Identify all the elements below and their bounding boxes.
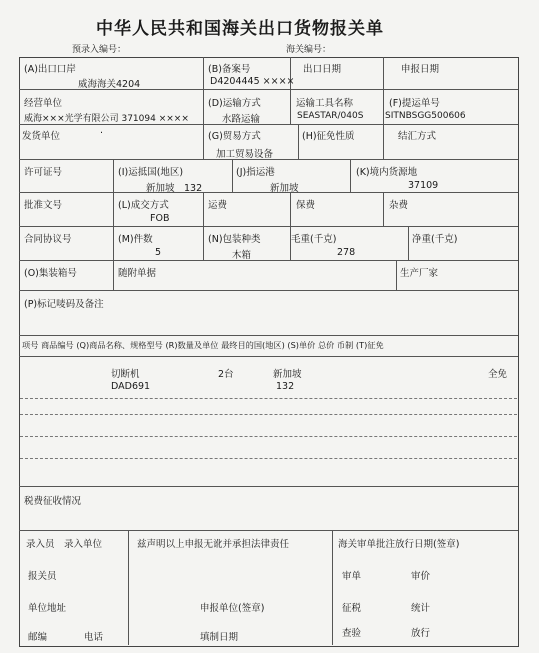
gross-weight-value: 278 bbox=[337, 247, 356, 258]
settlement-label: 结汇方式 bbox=[398, 131, 437, 142]
net-weight-label: 净重(千克) bbox=[412, 234, 458, 245]
divider bbox=[19, 226, 518, 227]
marks-label: (P)标记唛码及备注 bbox=[24, 299, 104, 310]
declaration-text: 兹声明以上申报无讹并承担法律责任 bbox=[137, 539, 290, 550]
contract-label: 合同协议号 bbox=[24, 234, 72, 245]
container-label: (O)集装箱号 bbox=[24, 268, 77, 279]
goods-dashed-line bbox=[20, 414, 517, 415]
clerk-label: 录入员 录入单位 bbox=[26, 539, 103, 550]
phone-label: 电话 bbox=[84, 632, 104, 643]
divider bbox=[19, 124, 518, 125]
divider bbox=[290, 192, 291, 226]
trade-mode-label: (G)贸易方式 bbox=[208, 131, 261, 142]
divider bbox=[298, 124, 299, 160]
goods-dashed-line bbox=[20, 398, 517, 399]
goods-header: 项号 商品编号 (Q)商品名称、规格型号 (R)数量及单位 最终目的国(地区) (S)单价 总价 币制 (T)征免 bbox=[22, 340, 384, 350]
record-no-label: (B)备案号 bbox=[208, 64, 251, 75]
misc-label: 杂费 bbox=[389, 200, 409, 211]
fill-date-label: 填制日期 bbox=[200, 632, 239, 643]
divider bbox=[19, 356, 518, 357]
pre-entry-no-label: 预录入编号： bbox=[72, 45, 127, 55]
customs-no-label: 海关编号： bbox=[286, 45, 332, 55]
goods-country-code: 132 bbox=[276, 381, 295, 392]
dest-port-value: 新加坡 bbox=[270, 183, 299, 194]
bill-no-value: SITNBSGG500606 bbox=[385, 111, 466, 121]
review-label: 审单 bbox=[342, 571, 362, 582]
trade-mode-value: 加工贸易设备 bbox=[216, 149, 274, 160]
insurance-label: 保费 bbox=[296, 200, 316, 211]
shipper-mark: · bbox=[100, 128, 104, 139]
tax-status-label: 税费征收情况 bbox=[24, 496, 82, 507]
divider bbox=[19, 335, 518, 336]
divider bbox=[203, 192, 204, 226]
address-label: 单位地址 bbox=[28, 603, 67, 614]
divider bbox=[19, 260, 518, 261]
divider bbox=[383, 124, 384, 160]
divider bbox=[113, 226, 114, 260]
goods-country: 新加坡 bbox=[273, 369, 302, 380]
approval-label: 批准文号 bbox=[24, 200, 63, 211]
divider bbox=[383, 192, 384, 226]
customs-approval-label: 海关审单批注放行日期(签章) bbox=[338, 539, 460, 550]
dest-country-label: (I)运抵国(地区) bbox=[118, 167, 184, 178]
package-label: (N)包装种类 bbox=[208, 234, 261, 245]
divider bbox=[290, 57, 291, 125]
form-title: 中华人民共和国海关出口货物报关单 bbox=[96, 19, 384, 39]
package-value: 木箱 bbox=[232, 250, 252, 261]
tax-nature-label: (H)征免性质 bbox=[302, 131, 355, 142]
export-port-value: 威海海关4204 bbox=[78, 79, 141, 90]
divider bbox=[19, 192, 518, 193]
source-value: 37109 bbox=[408, 180, 439, 191]
vehicle-name-label: 运输工具名称 bbox=[296, 98, 354, 109]
vehicle-name-value: SEASTAR/040S bbox=[297, 111, 364, 121]
goods-dashed-line bbox=[20, 458, 517, 459]
goods-dashed-line bbox=[20, 436, 517, 437]
record-no-value: D4204445 ×××× bbox=[210, 76, 295, 87]
divider bbox=[203, 226, 204, 260]
operator-value: 威海×××光学有限公司 371094 ×××× bbox=[24, 114, 189, 124]
license-label: 许可证号 bbox=[24, 167, 63, 178]
divider bbox=[332, 530, 333, 645]
dest-port-label: (J)指运港 bbox=[236, 167, 275, 178]
pieces-label: (M)件数 bbox=[118, 234, 153, 245]
declarant-label: 报关员 bbox=[28, 571, 57, 582]
divider bbox=[232, 159, 233, 193]
divider bbox=[203, 57, 204, 160]
operator-label: 经营单位 bbox=[24, 98, 63, 109]
divider bbox=[19, 486, 518, 487]
shipper-label: 发货单位 bbox=[22, 131, 61, 142]
postcode-label: 邮编 bbox=[28, 632, 48, 643]
divider bbox=[128, 530, 129, 645]
terms-label: (L)成交方式 bbox=[118, 200, 169, 211]
pieces-value: 5 bbox=[155, 247, 162, 258]
docs-label: 随附单据 bbox=[118, 268, 157, 279]
declarant-unit-label: 申报单位(签章) bbox=[200, 603, 265, 614]
terms-value: FOB bbox=[150, 213, 170, 224]
statistics-label: 统计 bbox=[411, 603, 431, 614]
goods-model: DAD691 bbox=[111, 381, 151, 392]
declare-date-label: 申报日期 bbox=[401, 64, 440, 75]
manufacturer-label: 生产厂家 bbox=[400, 268, 439, 279]
export-port-label: (A)出口口岸 bbox=[24, 64, 76, 75]
divider bbox=[113, 260, 114, 290]
bill-no-label: (F)提运单号 bbox=[389, 98, 440, 109]
divider bbox=[19, 290, 518, 291]
transport-mode-label: (D)运输方式 bbox=[208, 98, 261, 109]
release-label: 放行 bbox=[411, 628, 431, 639]
gross-weight-label: 毛重(千克) bbox=[291, 234, 337, 245]
transport-mode-value: 水路运输 bbox=[222, 114, 261, 125]
divider bbox=[383, 57, 384, 125]
export-date-label: 出口日期 bbox=[303, 64, 342, 75]
divider bbox=[113, 159, 114, 227]
divider bbox=[396, 260, 397, 290]
goods-tax: 全免 bbox=[488, 369, 508, 380]
tax-collect-label: 征税 bbox=[342, 603, 362, 614]
freight-label: 运费 bbox=[208, 200, 228, 211]
source-label: (K)境内货源地 bbox=[356, 167, 418, 178]
divider bbox=[408, 226, 409, 260]
inspect-label: 查验 bbox=[342, 628, 362, 639]
goods-qty: 2台 bbox=[218, 369, 234, 380]
price-review-label: 审价 bbox=[411, 571, 431, 582]
dest-country-value: 新加坡 132 bbox=[146, 183, 203, 194]
goods-name: 切断机 bbox=[111, 369, 140, 380]
divider bbox=[350, 159, 351, 193]
divider bbox=[19, 530, 518, 531]
